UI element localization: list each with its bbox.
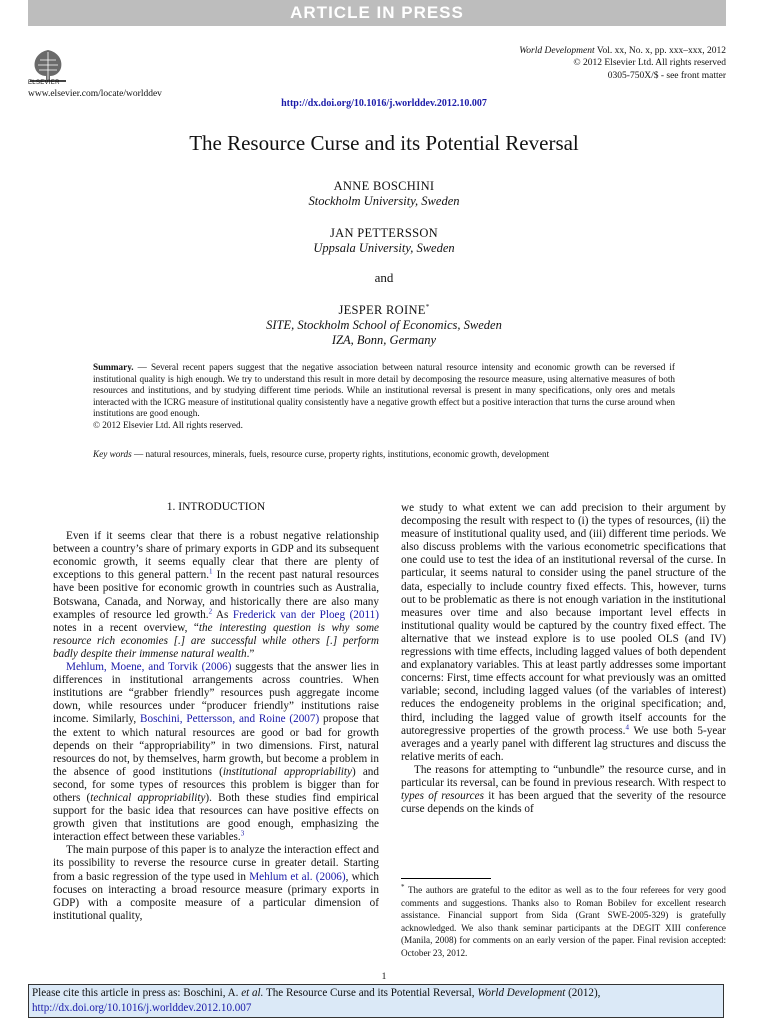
- page-number: 1: [381, 972, 387, 982]
- elsevier-logo-text: ELSEVIER: [28, 80, 60, 86]
- journal-issn: 0305-750X/$ - see front matter: [607, 70, 726, 81]
- author-footnote-marker[interactable]: *: [425, 302, 430, 311]
- footnote-ref[interactable]: 2: [208, 606, 213, 615]
- summary-label: Summary.: [93, 362, 134, 372]
- footnote-ref[interactable]: 4: [625, 722, 629, 731]
- footnote-ref[interactable]: 3: [240, 829, 245, 838]
- journal-info: [519, 45, 726, 82]
- author-name: ANNE BOSCHINI: [333, 179, 435, 193]
- citation-link[interactable]: Frederick van der Ploeg (2011): [232, 608, 379, 621]
- journal-copyright: © 2012 Elsevier Ltd. All rights reserved: [573, 58, 726, 69]
- paragraph: The reasons for attempting to “unbundle” the resource curse, and in particular its reversal, can be found in previous research. With respect to types of resources it has been argued that the severity of the resource curse depends on the kinds of: [401, 763, 727, 816]
- paragraph: Even if it seems clear that there is a robust negative relationship between a country’s share of primary exports in GDP and its subsequent economic growth, it seems equally clear that there are plenty of exceptions to this general pattern.$^1$ In the recent past natural resources have been positive for economic growth in countries such as Australia, Botswana, Canada, and Norway, and historically there are also many examples of resource led growth.$^2$ As Frederick van der Ploeg (2011) notes in a recent overview, “the interesting question is why some resource rich economies [.] are successful while others [.] perform badly despite their immense natural wealth.”: [53, 530, 380, 660]
- citation-link[interactable]: Boschini, Pettersson, and Roine (2007): [140, 713, 320, 726]
- footnote-text: The authors are grateful to the editor as well as to the four referees for very good comments and suggestions. Thanks also to Roman Bobilev for excellent research assistance. Financial support from Sida (Grant SWE-2005-329) is gratefully acknowledged. We also thank seminar participants at the DEGIT XIII conference (Manila, 2008) for comments on an early version of the paper. Final revision accepted: October 23, 2012.: [401, 885, 726, 958]
- footnote-divider: [401, 878, 491, 879]
- citation-box: Please cite this article in press as: Boschini, A. et al. The Resource Curse and its Potential Reversal, World Development (2012), http://dx.doi.org/10.1016/j.worlddev.2012.10.007: [28, 984, 724, 1018]
- article-in-press-banner: ARTICLE IN PRESS: [28, 0, 726, 26]
- section-heading: 1. INTRODUCTION: [166, 501, 266, 513]
- author-name: JESPER ROINE: [338, 303, 426, 317]
- journal-volume: Vol. xx, No. x, pp. xxx–xxx, 2012: [596, 46, 726, 56]
- abstract: [93, 362, 675, 432]
- body-column-left: [53, 501, 379, 923]
- author-affiliation: Uppsala University, Sweden: [313, 241, 455, 255]
- paragraph: we study to what extent we can add precision to their argument by decomposing the result with respect to (i) the types of resources, (ii) the measure of institutional quality used, and (iii) different time periods. We also discuss problems with the various econometric specifications that one could use to test the idea of an institutional reversal of the curse. In particular, it seems natural to consider using the panel structure of the data, especially to include country fixed effects. This, however, turns out to be problematic as there is not enough variation in the institutional measures over time and also because important level effects in institutional quality would be captured by the country fixed effect. The alternative that we instead explore is to use pooled OLS (and IV) regressions with time effects, including lagged values of both dependent and explanatory variables. This at least partly addresses some important concerns: First, time effects account for what previously was an omitted variable; second, including lagged values (of the variables of interest) reduces the endogeneity problems in the original specification; and, third, including the lagged value of growth itself accounts for the autoregressive properties of the growth process.$^4$ We use both 5-year averages and a yearly panel with different lag structures and discuss the relative merits of each.: [401, 502, 726, 763]
- summary-text: — Several recent papers suggest that the negative association between natural resource intensity and economic growth can be reversed if institutional quality is high enough. We try to understand this result in more detail by decomposing the resource measure, using alternative measures of both resources and institutions, and by studying different time periods. While an institutional reversal is present in many specifications, only ores and metals interacted with the ICRG measure of institutional quality consistently have a negative growth effect but a positive interaction that turns the curse around when institutions are good enough.: [93, 362, 675, 419]
- journal-name: World Development: [519, 46, 595, 56]
- paragraph: The main purpose of this paper is to analyze the interaction effect and its possibility to reverse the resource curse in greater detail. Starting from a basic regression of the type used in Mehlum et al. (2006), which focuses on interacting a broad resource measure (primary exports in GDP) with a composite measure of a particular dimension of institutional quality,: [53, 844, 379, 922]
- doi-link[interactable]: http://dx.doi.org/10.1016/j.worlddev.2012.10.007: [281, 98, 487, 109]
- author-affiliation: IZA, Bonn, Germany: [331, 333, 437, 347]
- summary-copyright: © 2012 Elsevier Ltd. All rights reserved.: [93, 419, 243, 430]
- citation-link[interactable]: Mehlum et al. (2006): [249, 870, 346, 883]
- and-connector: and: [374, 270, 394, 285]
- journal-homepage-link[interactable]: www.elsevier.com/locate/worlddev: [28, 89, 162, 99]
- keywords-text: — natural resources, minerals, fuels, resource curse, property rights, institutions, economic growth, development: [131, 449, 550, 459]
- author-name: JAN PETTERSSON: [329, 226, 439, 240]
- footnote-marker: *: [401, 882, 405, 891]
- author-affiliation: SITE, Stockholm School of Economics, Sweden: [266, 318, 502, 332]
- page-title: The Resource Curse and its Potential Reversal: [189, 131, 579, 155]
- keywords: [93, 449, 675, 461]
- author-name-with-marker: [0, 303, 768, 318]
- paragraph: Mehlum, Moene, and Torvik (2006) suggests that the answer lies in differences in institutional arrangements across countries. When institutions are “grabber friendly” resources push aggregate income down, while resources under “producer friendly” institutions raise income. Similarly, Boschini, Pettersson, and Roine (2007) propose that the extent to which natural resources are good or bad for growth depends on their “appropriability” in two dimensions. First, natural resources do not, by themselves, harm growth, but become a problem in the absence of good institutions (institutional appropriability) and second, for some types of resources this problem is bigger than for others (technical appropriability). Both these studies find empirical support for the basic idea that resources can have positive effects on growth given that institutions are good enough, emphasizing the interaction effect between these variables.$^3$: [53, 661, 380, 844]
- author-footnote: [401, 884, 726, 960]
- citation-link[interactable]: Mehlum, Moene, and Torvik (2006): [66, 661, 232, 674]
- footnote-ref[interactable]: 1: [209, 567, 213, 576]
- citation-doi-link[interactable]: http://dx.doi.org/10.1016/j.worlddev.2012.10.007: [32, 1002, 252, 1014]
- keywords-label: Key words: [93, 449, 132, 459]
- body-column-right: [401, 502, 726, 816]
- author-affiliation: Stockholm University, Sweden: [308, 194, 460, 208]
